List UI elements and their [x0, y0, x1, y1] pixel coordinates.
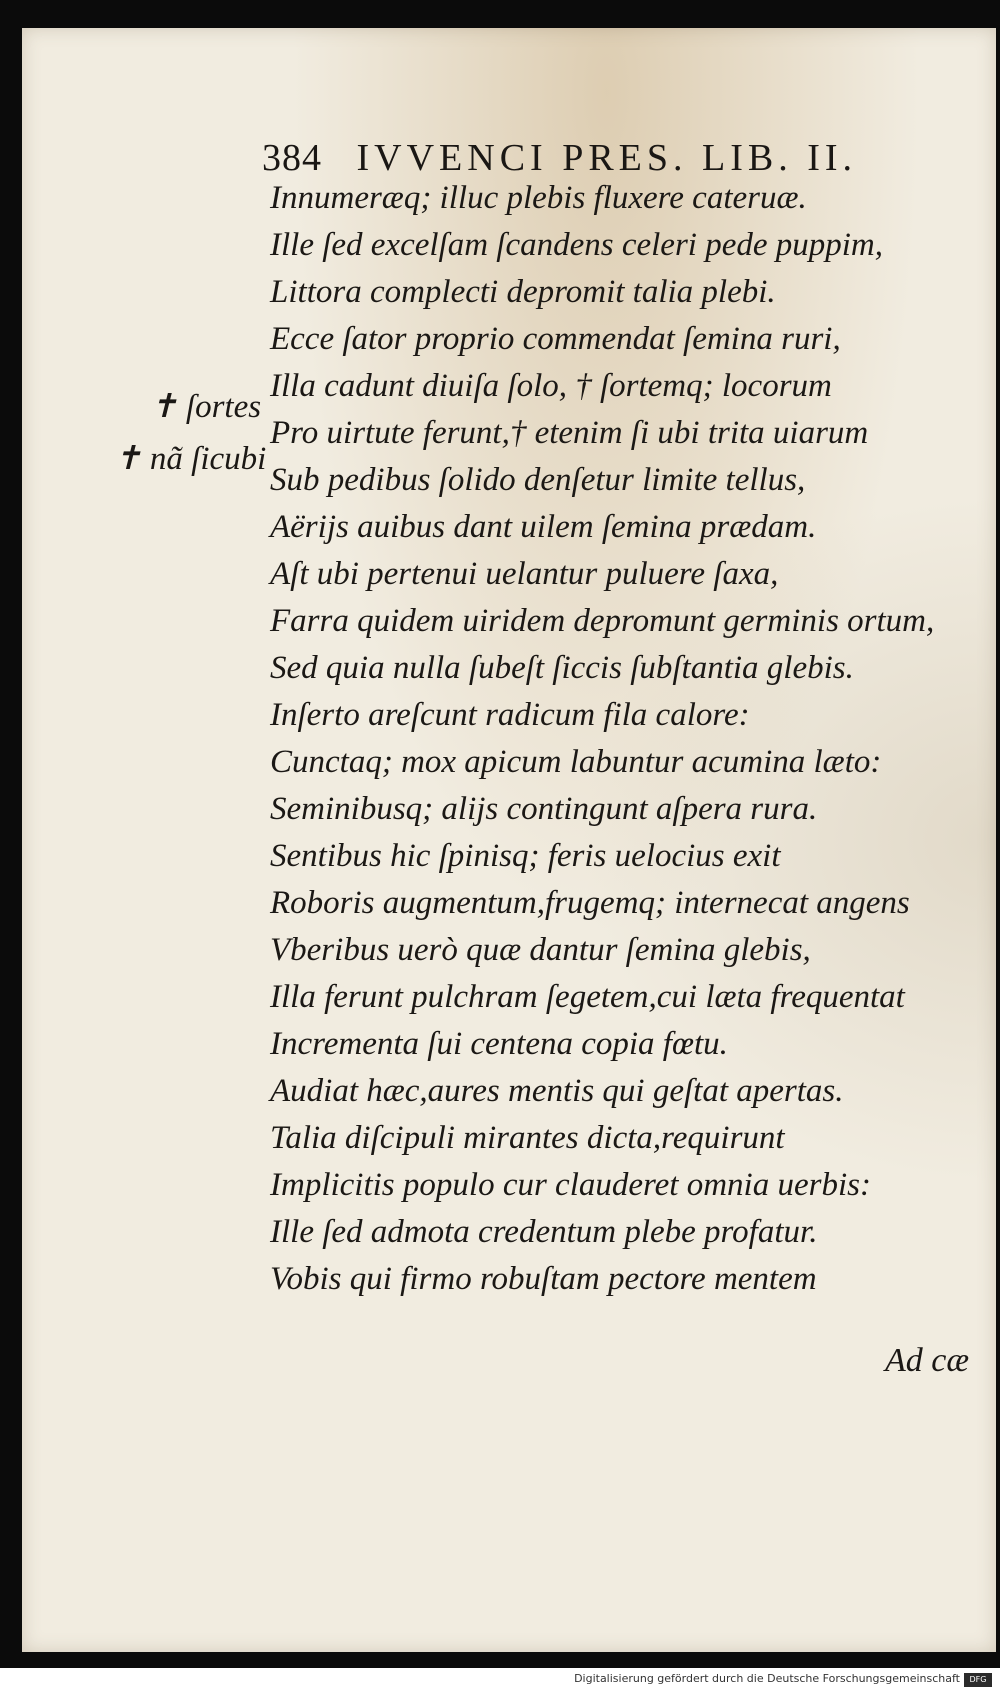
verse-line: Audiat hæc,aures mentis qui geſtat apertas. [270, 1073, 844, 1109]
catchword: Ad cæ [885, 1342, 970, 1379]
verse-line: Aſt ubi pertenui uelantur puluere ſaxa, [270, 556, 779, 592]
verse-line: Ille ſed admota credentum plebe profatur. [270, 1214, 818, 1250]
margin-note-2: ✝ nã ſicubi [114, 441, 267, 477]
verse-line: Innumeræq; illuc plebis fluxere cateruæ. [270, 180, 807, 216]
verse-line: Aërijs auibus dant uilem ſemina prædam. [270, 509, 817, 545]
verse-line: Vberibus uerò quæ dantur ſemina glebis, [270, 932, 811, 968]
funding-credit: Digitalisierung gefördert durch die Deutsche Forschungsgemeinschaft [574, 1672, 960, 1685]
verse-line: Implicitis populo cur clauderet omnia uerbis: [270, 1167, 871, 1203]
verse-line: Inſerto areſcunt radicum fila calore: [270, 697, 750, 733]
verse-line: Incrementa ſui centena copia fœtu. [270, 1026, 728, 1062]
verse-line: Illa cadunt diuiſa ſolo, † ſortemq; locorum [270, 368, 832, 404]
verse-line: Pro uirtute ferunt,† etenim ſi ubi trita uiarum [270, 415, 869, 451]
verse-line: Roboris augmentum,frugemq; internecat angens [270, 885, 910, 921]
verse-line: Vobis qui firmo robuſtam pectore mentem [270, 1261, 817, 1297]
page-number: 384 [262, 137, 322, 179]
verse-line: Ille ſed excelſam ſcandens celeri pede puppim, [270, 227, 884, 263]
footer-bar [0, 1670, 1000, 1691]
verse-line: Illa ferunt pulchram ſegetem,cui læta frequentat [270, 979, 905, 1015]
margin-note-1: ✝ ſortes [150, 389, 262, 425]
verse-line: Seminibusq; alijs contingunt aſpera rura. [270, 791, 818, 827]
verse-line: Talia diſcipuli mirantes dicta,requirunt [270, 1120, 785, 1156]
verse-line: Sed quia nulla ſubeſt ſiccis ſubſtantia glebis. [270, 650, 854, 686]
verse-line: Littora complecti depromit talia plebi. [270, 274, 776, 310]
running-title: IVVENCI PRES. LIB. II. [356, 137, 858, 179]
running-header [262, 136, 857, 180]
dfg-logo-icon: DFG [964, 1673, 992, 1687]
verse-line: Farra quidem uiridem depromunt germinis ortum, [270, 603, 935, 639]
verse-line: Sentibus hic ſpinisq; feris uelocius exit [270, 838, 781, 874]
verse-line: Ecce ſator proprio commendat ſemina ruri, [270, 321, 841, 357]
verse-line: Cunctaq; mox apicum labuntur acumina læto: [270, 744, 882, 780]
verse-line: Sub pedibus ſolido denſetur limite tellus, [270, 462, 806, 498]
